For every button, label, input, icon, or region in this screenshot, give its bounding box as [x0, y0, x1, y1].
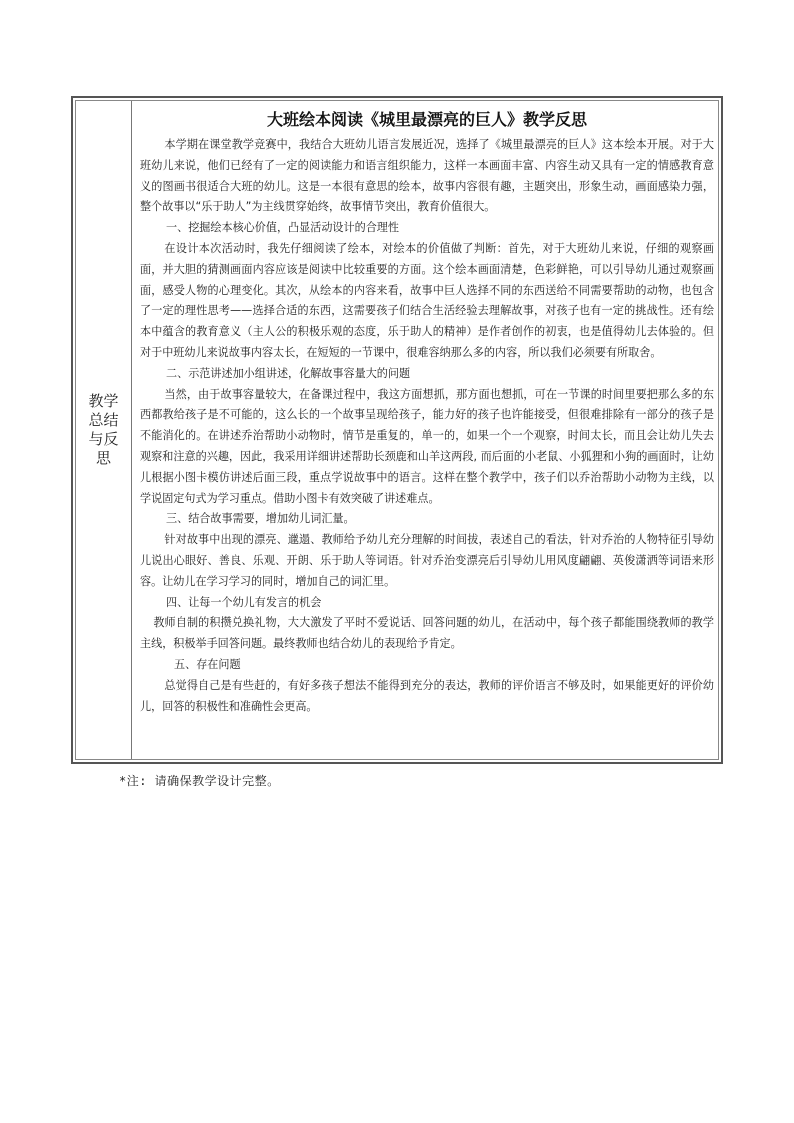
section-heading-5: 五、存在问题 — [174, 657, 241, 671]
table-inner-border — [75, 100, 719, 760]
section-heading-4: 四、让每一个幼儿有发言的机会 — [166, 595, 322, 609]
content-cell — [134, 101, 718, 759]
reflection-table — [71, 96, 723, 764]
section-paragraph-1: 在设计本次活动时，我先仔细阅读了绘本，对绘本的价值做了判断：首先，对于大班幼儿来说，仔细的观察画面，并大胆的猜测画面内容应该是阅读中比较重要的方面。这个绘本画面清楚，色彩鲜艳，可以引导幼儿通过观察画面，感受人物的心理变化。其次，从绘本的内容来看，故事中巨人选择不同的东西送给不同需要帮助的动物，也包含了一定的理性思考——选择合适的东西，这需要孩子们结合生活经验去理解故事，对孩子也有一定的挑战性。还有绘本中蕴含的教育意义（主人公的积极乐观的态度，乐于助人的精神）是作者创作的初衷，也是值得幼儿去体验的。但对于中班幼儿来说故事内容太长，在短短的一节课中，很难容纳那么多的内容，所以我们必须要有所取舍。 — [140, 241, 714, 359]
row-label: 教学总结与反思 — [88, 392, 119, 467]
section-heading-3: 三、结合故事需要，增加幼儿词汇量。 — [166, 512, 355, 526]
intro-paragraph: 本学期在课堂教学竞赛中，我结合大班幼儿语言发展近况，选择了《城里最漂亮的巨人》这本绘本开展。对于大班幼儿来说，他们已经有了一定的阅读能力和语言组织能力，这样一本画面丰富、内容生动又具有一定的情感教育意义的图画书很适合大班的幼儿。这是一本很有意思的绘本，故事内容很有趣，主题突出，形象生动，画面感染力强，整个故事以“乐于助人”为主线贯穿始终，故事情节突出，教育价值很大。 — [140, 138, 714, 214]
label-column — [76, 101, 132, 759]
section-heading-2: 二、示范讲述加小组讲述，化解故事容量大的问题 — [166, 366, 411, 380]
section-paragraph-2: 当然，由于故事容量较大，在备课过程中，我这方面想抓，那方面也想抓，可在一节课的时间里要把那么多的东西都教给孩子是不可能的，这么长的一个故事呈现给孩子，能力好的孩子也许能接受，但很难排除有一部分的孩子是不能消化的。在讲述乔治帮助小动物时，情节是重复的，单一的，如果一个一个观察，时间太长，而且会让幼儿失去观察和注意的兴趣，因此，我采用详细讲述帮助长颈鹿和山羊这两段, 而后面的小老鼠、小狐狸和小狗的画面时，让幼儿根据小图卡模仿讲述后面三段，重点学说故事中的语言。这样在整个教学中，孩子们以乔治帮助小动物为主线，以学说固定句式为学习重点。借助小图卡有效突破了讲述难点。 — [140, 387, 714, 505]
section-paragraph-3: 针对故事中出现的漂亮、邋遢、教师给予幼儿充分理解的时间拔，表述自己的看法，针对乔治的人物特征引导幼儿说出心眼好、善良、乐观、开朗、乐于助人等词语。针对乔治变漂亮后引导幼儿用风度翩翩、英俊潇洒等词语来形容。让幼儿在学习学习的同时，增加自己的词汇里。 — [140, 533, 714, 588]
footnote: *注: 请确保教学设计完整。 — [119, 774, 280, 788]
section-paragraph-5: 总觉得自己是有些赶的，有好多孩子想法不能得到充分的表达，教师的评价语言不够及时，如果能更好的评价幼儿，回答的积极性和准确性会更高。 — [140, 678, 714, 713]
section-heading-1: 一、挖掘绘本核心价值，凸显活动设计的合理性 — [166, 221, 399, 235]
document-title: 大班绘本阅读《城里最漂亮的巨人》教学反思 — [266, 110, 587, 129]
section-paragraph-4: 教师自制的积攒兑换礼物，大大激发了平时不爱说话、回答问题的幼儿，在活动中，每个孩子都能围绕教师的教学主线，积极举手回答问题。最终教师也结合幼儿的表现给予肯定。 — [140, 616, 714, 651]
